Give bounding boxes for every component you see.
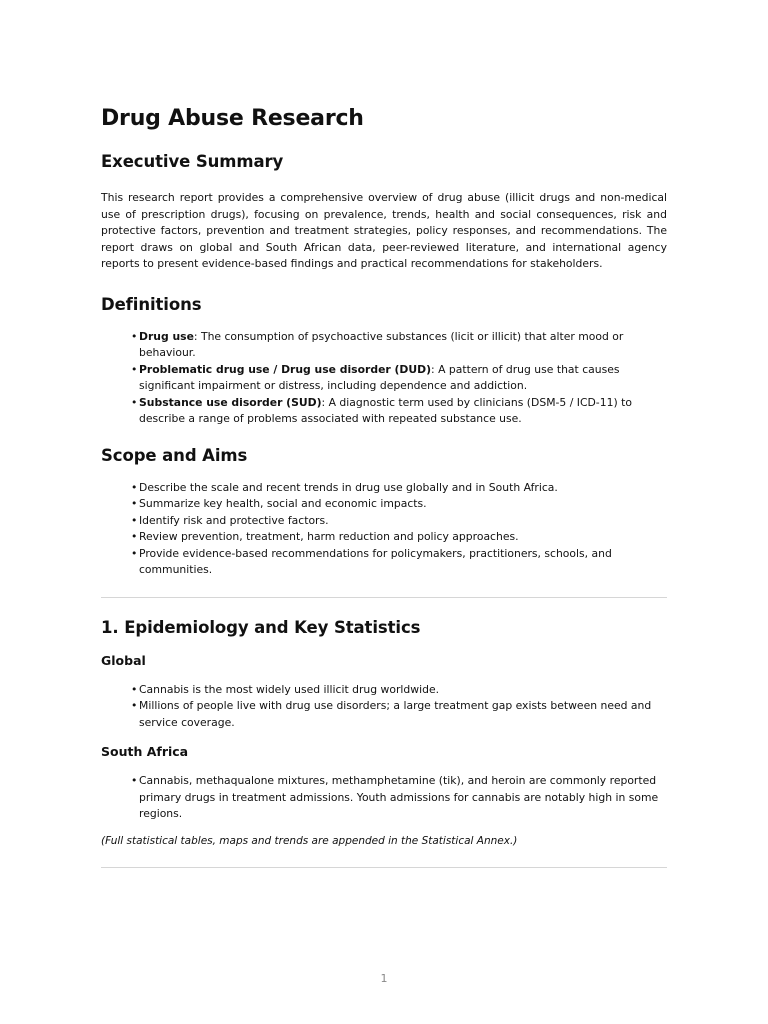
global-heading: Global	[101, 652, 146, 668]
executive-summary-text: This research report provides a comprehensive overview of drug abuse (illicit drugs and non-medical use of prescription drugs), focusing on prevalence, trends, health and social consequences, risk and protective factors, prevention and treatment strategies, policy responses, and recommendations. The report draws on global and South African data, peer-reviewed literature, and international agency reports to present evidence-based findings and practical recommendations for stakeholders.	[101, 191, 667, 270]
list-item	[131, 329, 667, 362]
definition-text: : The consumption of psychoactive substances (licit or illicit) that alter mood or behaviour.	[139, 329, 624, 359]
list-item	[131, 362, 667, 395]
definition-term: Problematic drug use / Drug use disorder (DUD)	[139, 362, 432, 376]
global-list	[101, 682, 667, 732]
document-content	[101, 104, 667, 868]
definitions-heading: Definitions	[101, 294, 202, 314]
list-item: • Provide evidence-based recommendations for policymakers, practitioners, schools, and communities.	[131, 546, 667, 579]
page-number: 1	[380, 972, 388, 985]
executive-summary-heading: Executive Summary	[101, 152, 284, 171]
list-item: • Identify risk and protective factors.	[131, 513, 667, 530]
list-item: • Cannabis, methaqualone mixtures, methamphetamine (tik), and heroin are commonly reported primary drugs in treatment admissions. Youth admissions for cannabis are notably high in some regions.	[131, 773, 667, 823]
document-title: Drug Abuse Research	[101, 106, 364, 131]
section-divider	[101, 597, 667, 598]
definition-text: : A pattern of drug use that causes significant impairment or distress, including dependence and addiction.	[139, 362, 620, 392]
definitions-list	[101, 329, 667, 428]
statistical-annex-note: (Full statistical tables, maps and trends are appended in the Statistical Annex.)	[101, 834, 518, 847]
list-item: • Millions of people live with drug use disorders; a large treatment gap exists between need and service coverage.	[131, 698, 667, 731]
epidemiology-heading: 1. Epidemiology and Key Statistics	[101, 617, 421, 637]
list-item: • Cannabis is the most widely used illicit drug worldwide.	[131, 682, 667, 699]
definition-term: Substance use disorder (SUD)	[139, 395, 322, 409]
list-item: • Review prevention, treatment, harm reduction and policy approaches.	[131, 529, 667, 546]
list-item: • Summarize key health, social and economic impacts.	[131, 496, 667, 513]
definition-text: : A diagnostic term used by clinicians (DSM-5 / ICD-11) to describe a range of problems associated with repeated substance use.	[139, 395, 632, 425]
south-africa-list	[101, 773, 667, 823]
scope-list	[101, 480, 667, 579]
south-africa-heading: South Africa	[101, 744, 189, 759]
scope-heading: Scope and Aims	[101, 445, 248, 465]
section-divider	[101, 867, 667, 868]
list-item: • Describe the scale and recent trends in drug use globally and in South Africa.	[131, 480, 667, 497]
list-item	[131, 395, 667, 428]
definition-term: Drug use	[139, 329, 194, 343]
